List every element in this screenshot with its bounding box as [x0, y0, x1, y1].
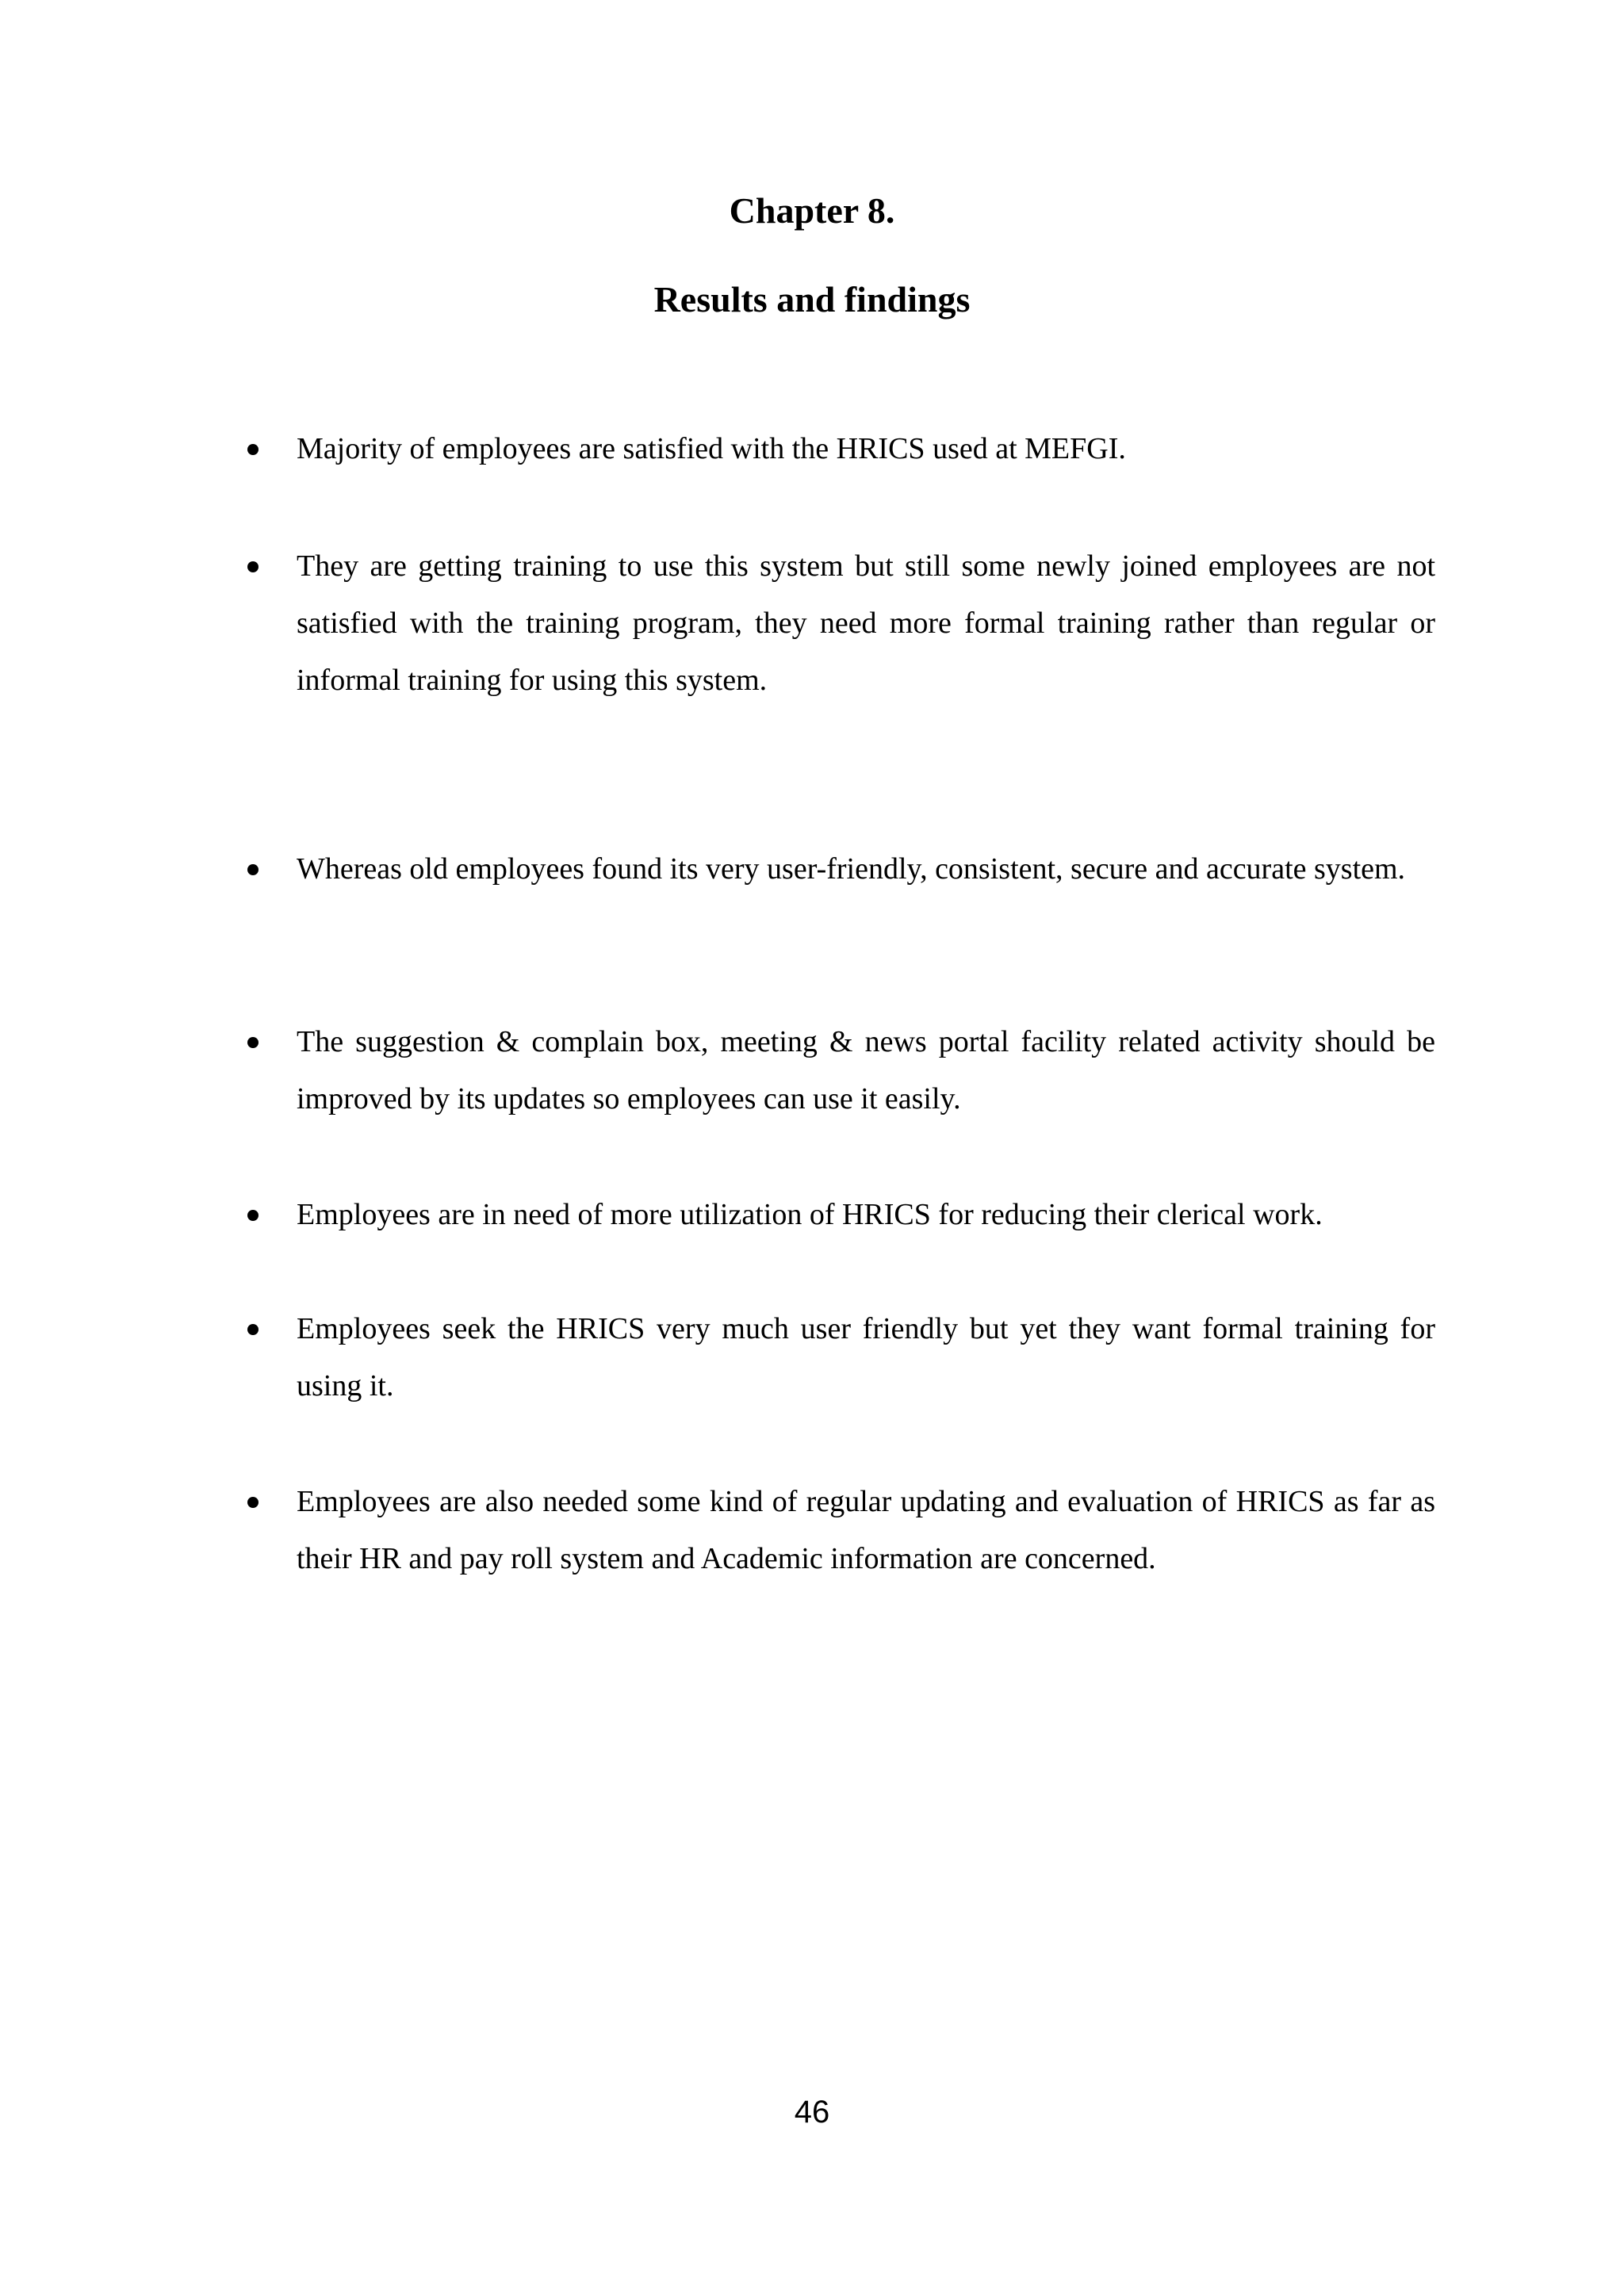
- finding-text: Employees are also needed some kind of regular updating and evaluation of HRICS as far as their HR and pay roll system and Academic information are concerned.: [297, 1485, 1435, 1575]
- finding-text: The suggestion & complain box, meeting & news portal facility related activity should be improved by its updates so employees can use it easily.: [297, 1025, 1435, 1115]
- bullet-icon: [247, 1497, 259, 1508]
- finding-text: Employees seek the HRICS very much user friendly but yet they want formal training for using it.: [297, 1312, 1435, 1402]
- finding-text: Employees are in need of more utilization of HRICS for reducing their clerical work.: [297, 1198, 1323, 1231]
- finding-text: Whereas old employees found its very user-friendly, consistent, secure and accurate system.: [297, 852, 1406, 886]
- finding-item-6: [297, 1300, 1435, 1414]
- finding-item-4: [297, 1013, 1435, 1127]
- bullet-icon: [247, 864, 259, 875]
- page-title: Results and findings: [653, 279, 971, 320]
- bullet-icon: [247, 1324, 259, 1335]
- bullet-icon: [247, 444, 259, 455]
- finding-item-3: [297, 840, 1435, 897]
- bullet-icon: [247, 561, 259, 572]
- finding-item-5: [297, 1186, 1435, 1243]
- bullet-icon: [247, 1210, 259, 1221]
- chapter-heading: Chapter 8.: [729, 190, 895, 231]
- finding-item-7: [297, 1473, 1435, 1587]
- page-number: 46: [794, 2095, 830, 2130]
- finding-item-1: [297, 420, 1435, 477]
- finding-text: Majority of employees are satisfied with the HRICS used at MEFGI.: [297, 432, 1126, 465]
- finding-item-2: [297, 538, 1435, 709]
- bullet-icon: [247, 1037, 259, 1048]
- finding-text: They are getting training to use this system but still some newly joined employees are not satisfied with the training program, they need more formal training rather than regular or informal training for using this system.: [297, 549, 1435, 697]
